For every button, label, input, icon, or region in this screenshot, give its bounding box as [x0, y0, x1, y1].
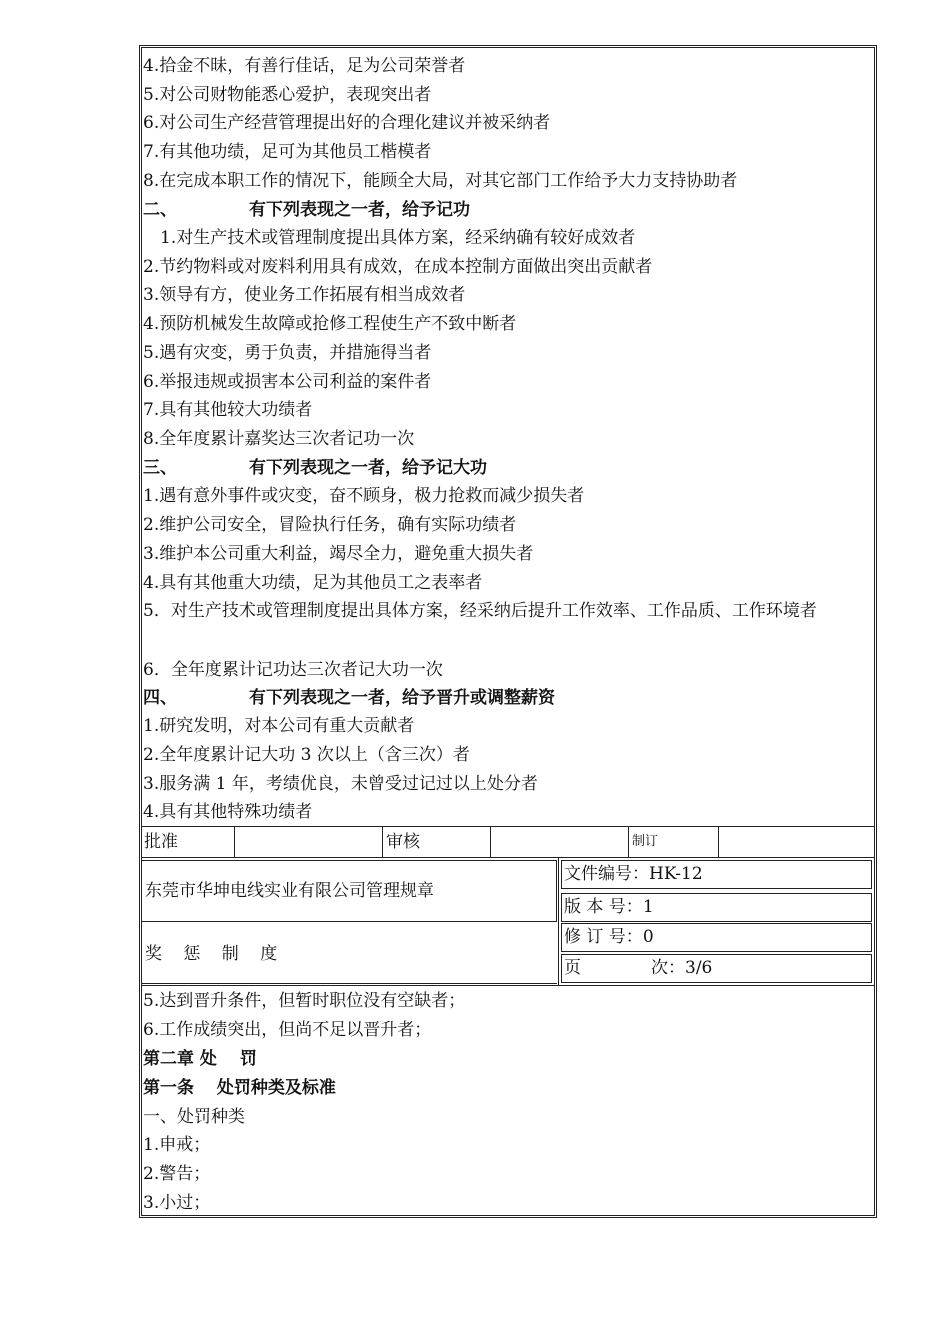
list-item: 6．全年度累计记功达三次者记大功一次 [143, 660, 443, 680]
list-item: 6.举报违规或损害本公司利益的案件者 [143, 372, 432, 392]
list-item: 2.全年度累计记大功 3 次以上（含三次）者 [143, 745, 470, 765]
section-title: 有下列表现之一者，给予记功 [249, 200, 470, 220]
signoff-row [141, 826, 875, 858]
list-item: 5.对公司财物能悉心爱护，表现突出者 [143, 85, 432, 105]
page-frame-inner [141, 47, 875, 1216]
header-meta [561, 860, 874, 984]
list-item: 1.研究发明，对本公司有重大贡献者 [143, 716, 415, 736]
page-label-a: 页 [564, 958, 581, 978]
review-field[interactable] [491, 827, 629, 857]
section-number: 四、 [143, 688, 177, 708]
list-item: 6.工作成绩突出，但尚不足以晋升者； [143, 1020, 432, 1040]
list-item: 8.全年度累计嘉奖达三次者记功一次 [143, 429, 415, 449]
revision-label: 修 订 号： [564, 927, 643, 947]
review-label: 审核 [383, 827, 491, 857]
approve-label: 批准 [141, 827, 235, 857]
list-item: 4.拾金不昧，有善行佳话，足为公司荣誉者 [143, 56, 466, 76]
document-header [141, 858, 875, 986]
list-item: 1.对生产技术或管理制度提出具体方案，经采纳确有较好成效者 [160, 228, 636, 248]
version-value: 1 [642, 897, 654, 917]
list-item: 3.维护本公司重大利益，竭尽全力，避免重大损失者 [143, 544, 534, 564]
list-item: 4.具有其他重大功绩，足为其他员工之表率者 [143, 573, 483, 593]
section-heading [143, 688, 555, 708]
subsection-heading: 一、处罚种类 [143, 1107, 245, 1127]
section-title: 有下列表现之一者，给予记大功 [249, 458, 487, 478]
list-item: 6.对公司生产经营管理提出好的合理化建议并被采纳者 [143, 113, 551, 133]
list-item: 8.在完成本职工作的情况下，能顾全大局，对其它部门工作给予大力支持协助者 [143, 171, 738, 191]
section-title: 有下列表现之一者，给予晋升或调整薪资 [249, 688, 555, 708]
section-number: 三、 [143, 458, 177, 478]
page-number [561, 954, 872, 983]
doc-number [561, 860, 872, 889]
header-left [141, 858, 559, 986]
list-item: 3.领导有方，使业务工作拓展有相当成效者 [143, 285, 466, 305]
list-item: 7.具有其他较大功绩者 [143, 400, 313, 420]
article-heading: 第一条 处罚种类及标准 [143, 1078, 336, 1098]
revision-number [561, 923, 872, 952]
list-item: 2.节约物料或对废料利用具有成效，在成本控制方面做出突出贡献者 [143, 257, 653, 277]
list-item: 4.预防机械发生故障或抢修工程使生产不致中断者 [143, 314, 517, 334]
doc-number-value: HK-12 [649, 864, 703, 884]
list-item: 1.遇有意外事件或灾变，奋不顾身，极力抢救而减少损失者 [143, 486, 585, 506]
approve-field[interactable] [235, 827, 383, 857]
list-item: 5．对生产技术或管理制度提出具体方案，经采纳后提升工作效率、工作品质、工作环境者 [143, 601, 817, 621]
page-value: 3/6 [685, 958, 713, 978]
list-item: 3.小过； [143, 1193, 211, 1213]
list-item: 5.遇有灾变，勇于负责，并措施得当者 [143, 343, 432, 363]
prepare-field[interactable] [719, 827, 875, 857]
page-label-b: 次： [651, 958, 685, 978]
prepare-label: 制订 [629, 827, 719, 857]
section-heading [143, 200, 470, 220]
version-number [561, 893, 872, 922]
list-item: 1.申戒； [143, 1135, 211, 1155]
list-item: 5.达到晋升条件，但暂时职位没有空缺者； [143, 991, 466, 1011]
revision-value: 0 [642, 927, 654, 947]
section-number: 二、 [143, 200, 177, 220]
document-title: 奖 惩 制 度 [141, 924, 557, 984]
list-item: 2.维护公司安全，冒险执行任务，确有实际功绩者 [143, 515, 517, 535]
doc-number-label: 文件编号： [564, 864, 649, 884]
version-label: 版 本 号： [564, 897, 643, 917]
list-item: 4.具有其他特殊功绩者 [143, 802, 313, 822]
list-item: 3.服务满 1 年，考绩优良，未曾受过记过以上处分者 [143, 774, 538, 794]
list-item: 2.警告； [143, 1164, 211, 1184]
chapter-heading: 第二章 处 罚 [143, 1049, 257, 1069]
company-name: 东莞市华坤电线实业有限公司管理规章 [141, 860, 557, 922]
section-heading [143, 458, 487, 478]
list-item: 7.有其他功绩，足可为其他员工楷模者 [143, 142, 432, 162]
